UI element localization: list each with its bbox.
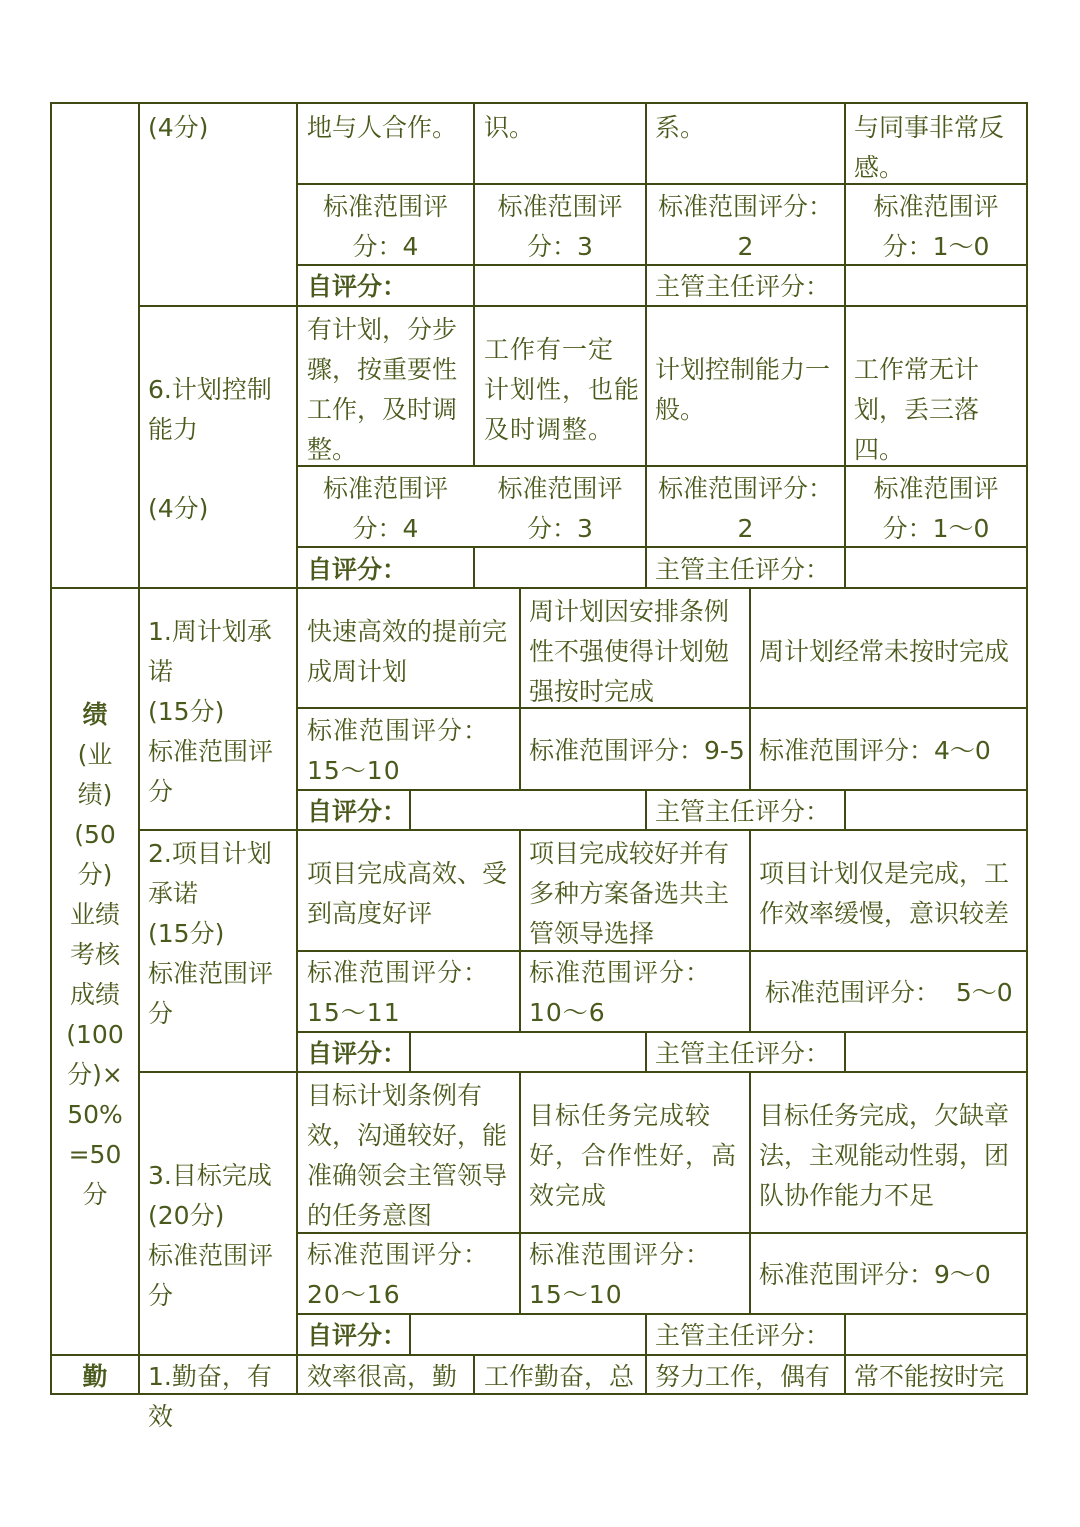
v-line <box>409 1313 411 1355</box>
item6-desc-4: 工作常无计 划，丢三落四。 <box>854 355 980 464</box>
item6-desc-1: 有计划，分步 骤，按重要性 工作，及时调 整。 <box>307 315 458 464</box>
item5-score-4: 标准范围评 分：1～0 <box>873 192 999 261</box>
item5-score-3: 标准范围评分： 2 <box>657 192 833 261</box>
v-line <box>473 305 475 467</box>
perf-item3-desc-2: 目标任务完成较 好，合作性好，高 效完成 <box>529 1101 738 1210</box>
perf-item2-self-score-label: 自评分： <box>307 1039 408 1068</box>
v-line <box>844 1354 846 1395</box>
perf-item3-self-score-label: 自评分： <box>307 1321 408 1350</box>
item6-desc-2: 工作有一定 计划性，也能 及时调整。 <box>484 335 641 444</box>
h-line <box>297 789 1028 791</box>
item6-score-2: 标准范围评 分：3 <box>497 474 623 543</box>
perf-item3-manager-score-label: 主管主任评分： <box>655 1321 831 1350</box>
v-line <box>138 102 140 1395</box>
diligence-item1-name: 1.勤奋，有效 <box>148 1362 272 1431</box>
item6-score: (4分) <box>148 494 209 523</box>
perf-item2-name: 2.项目计划 承诺 (15分) 标准范围评 分 <box>148 839 274 1028</box>
item6-manager-score-label: 主管主任评分： <box>655 555 831 584</box>
perf-item2-score-3: 标准范围评分： 5～0 <box>765 978 1013 1007</box>
v-line <box>409 789 411 830</box>
perf-item2-desc-2: 项目完成较好并有 多种方案备选共主 管领导选择 <box>529 839 730 948</box>
perf-item1-desc-2: 周计划因安排条例 性不强使得计划勉 强按时完成 <box>529 597 730 706</box>
perf-item1-desc-1: 快速高效的提前完 成周计划 <box>307 617 508 686</box>
item6-score-4: 标准范围评 分：1～0 <box>873 474 999 543</box>
v-line <box>473 264 475 306</box>
diligence-desc-3: 努力工作，偶有 <box>655 1362 831 1391</box>
v-line <box>409 1031 411 1072</box>
v-line <box>473 546 475 588</box>
performance-category-detail: (业 绩) (50 分) 业绩 考核 成绩 (100 分)× 50% =50 分 <box>66 740 124 1209</box>
diligence-desc-2: 工作勤奋，总 <box>484 1362 635 1391</box>
perf-item1-desc-3: 周计划经常未按时完成 <box>759 637 1010 666</box>
item5-desc-4: 与同事非常反 感。 <box>854 113 1005 182</box>
item6-score-3: 标准范围评分： 2 <box>657 474 833 543</box>
item5-self-score-label: 自评分： <box>307 272 408 301</box>
v-line <box>844 789 846 830</box>
perf-item3-score-2: 标准范围评分： 15～10 <box>529 1240 712 1309</box>
item6-name: 6.计划控制 能力 <box>148 375 272 444</box>
h-line <box>297 1031 1028 1033</box>
v-line <box>749 587 751 790</box>
perf-item1-score-3: 标准范围评分：4～0 <box>759 736 991 765</box>
item6-self-score-label: 自评分： <box>307 555 408 584</box>
h-line <box>138 1071 1028 1073</box>
perf-item2-score-2: 标准范围评分： 10～6 <box>529 958 712 1027</box>
v-line <box>645 305 647 588</box>
v-line <box>1026 102 1028 1395</box>
diligence-desc-1: 效率很高，勤 <box>307 1362 458 1391</box>
perf-item2-desc-1: 项目完成高效、受 到高度好评 <box>307 859 508 928</box>
v-line <box>473 1354 475 1395</box>
perf-item3-desc-1: 目标计划条例有 效，沟通较好，能 准确领会主管领导 的任务意图 <box>307 1081 508 1230</box>
v-line <box>296 102 298 1395</box>
item5-desc-2: 识。 <box>484 113 535 142</box>
perf-item3-score-3: 标准范围评分：9～0 <box>759 1260 991 1289</box>
perf-item1-self-score-label: 自评分： <box>307 797 408 826</box>
perf-item1-name: 1.周计划承 诺 (15分) 标准范围评 分 <box>148 617 274 806</box>
v-line <box>844 1031 846 1072</box>
diligence-category: 勤 <box>82 1362 108 1391</box>
perf-item3-name: 3.目标完成 (20分) 标准范围评 分 <box>148 1161 274 1310</box>
perf-item2-manager-score-label: 主管主任评分： <box>655 1039 831 1068</box>
v-line <box>844 1313 846 1355</box>
v-line <box>749 829 751 1032</box>
h-line <box>51 587 1028 589</box>
h-line <box>51 1393 1028 1395</box>
perf-item3-score-1: 标准范围评分： 20～16 <box>307 1240 490 1309</box>
v-line <box>645 1031 647 1072</box>
item6-desc-3: 计划控制能力一 般。 <box>655 355 831 424</box>
item5-score-1: 标准范围评 分：4 <box>322 192 448 261</box>
perf-item2-score-1: 标准范围评分： 15～11 <box>307 958 490 1027</box>
h-line <box>138 829 1028 831</box>
perf-item1-manager-score-label: 主管主任评分： <box>655 797 831 826</box>
v-line <box>519 587 521 790</box>
v-line <box>645 1354 647 1395</box>
perf-item1-score-1: 标准范围评分： 15～10 <box>307 716 490 785</box>
item5-desc-3: 系。 <box>655 113 706 142</box>
perf-item2-desc-3: 项目计划仅是完成，工 作效率缓慢，意识较差 <box>759 859 1010 928</box>
h-line <box>51 102 1028 104</box>
item5-manager-score-label: 主管主任评分： <box>655 272 831 301</box>
item5-desc-1: 地与人合作。 <box>307 113 458 142</box>
h-line <box>51 1354 1028 1356</box>
item6-score-1: 标准范围评 分：4 <box>322 474 448 543</box>
v-line <box>844 305 846 588</box>
diligence-desc-4: 常不能按时完 <box>854 1362 1005 1391</box>
item5-score-2: 标准范围评 分：3 <box>497 192 623 261</box>
v-line <box>519 1071 521 1314</box>
h-line <box>297 1313 1028 1315</box>
v-line <box>645 1313 647 1355</box>
perf-item1-score-2: 标准范围评分：9-5 <box>529 736 745 765</box>
perf-item3-desc-3: 目标任务完成，欠缺章 法，主观能动性弱，团 队协作能力不足 <box>759 1101 1010 1210</box>
h-line <box>138 305 1028 307</box>
item5-score: (4分) <box>148 113 209 142</box>
v-line <box>645 789 647 830</box>
v-line <box>749 1071 751 1314</box>
performance-category: 绩 <box>82 700 108 729</box>
v-line <box>519 829 521 1032</box>
